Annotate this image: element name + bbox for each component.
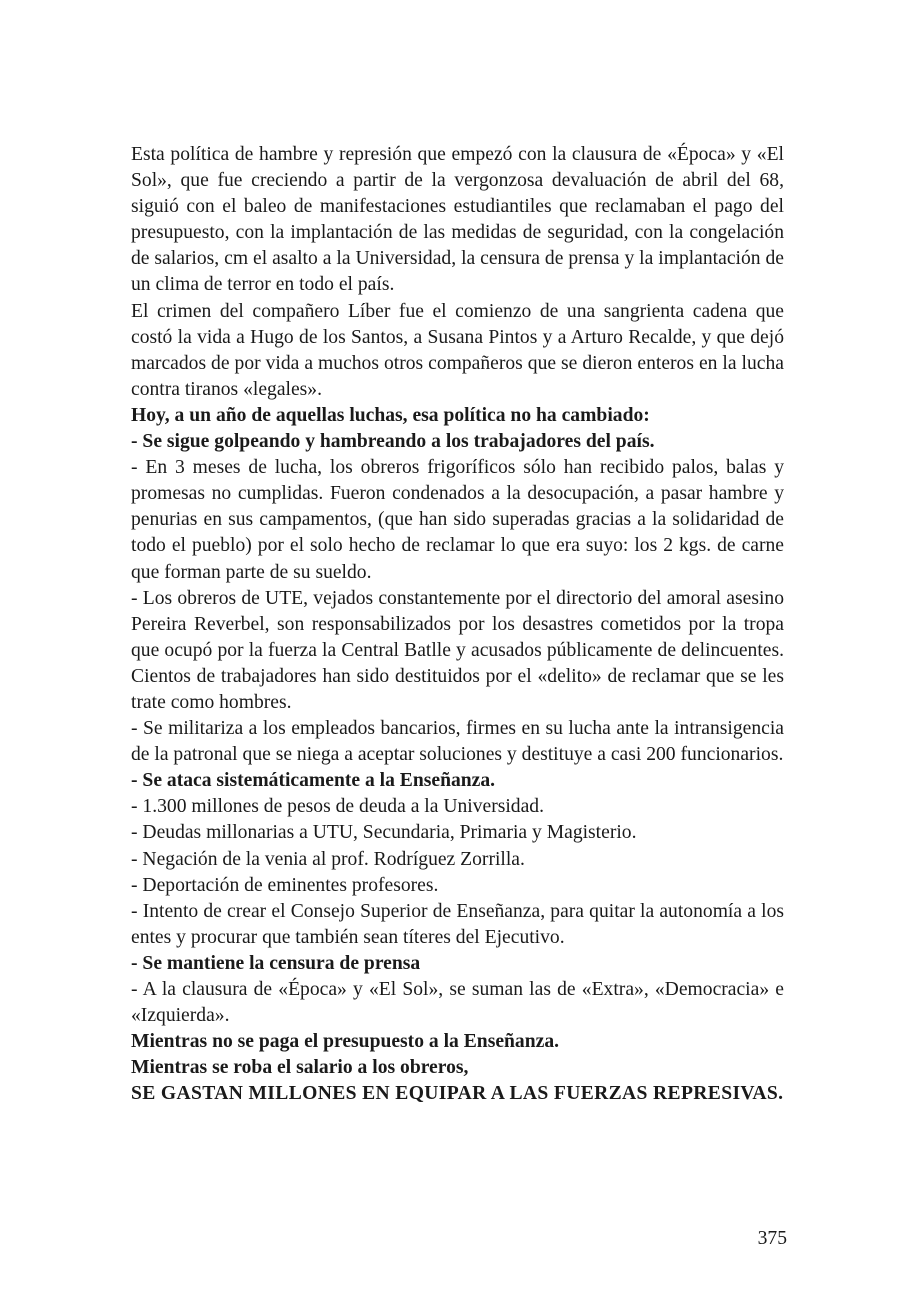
paragraph-frigorificos: - En 3 meses de lucha, los obreros frigoríficos sólo han recibido palos, balas y promesas no cumplidas. Fueron condenados a la desocupación, a pasar hambre y penurias en sus campamentos, (que han sido superadas gracias a la solidaridad de todo el pueblo) por el solo hecho de reclamar lo que era suyo: los 2 kgs. de carne que forman parte de su sueldo. <box>131 457 784 583</box>
closing-line-fuerzas-represivas: SE GASTAN MILLONES EN EQUIPAR A LAS FUERZAS REPRESIVAS. <box>131 1083 784 1105</box>
heading-hoy-un-ano: Hoy, a un año de aquellas luchas, esa política no ha cambiado: <box>131 404 650 426</box>
heading-trabajadores: - Se sigue golpeando y hambreando a los trabajadores del país. <box>131 431 655 453</box>
closing-line-salario: Mientras se roba el salario a los obreros, <box>131 1057 469 1079</box>
body-text <box>131 142 784 1107</box>
heading-censura: - Se mantiene la censura de prensa <box>131 952 421 974</box>
list-item-deuda-universidad: - 1.300 millones de pesos de deuda a la Universidad. <box>131 796 544 818</box>
paragraph-clausura: - A la clausura de «Época» y «El Sol», se suman las de «Extra», «Democracia» e «Izquierda». <box>131 979 784 1027</box>
list-item-venia: - Negación de la venia al prof. Rodríguez Zorrilla. <box>131 848 525 870</box>
list-item-deudas-utu: - Deudas millonarias a UTU, Secundaria, Primaria y Magisterio. <box>131 822 637 844</box>
closing-line-presupuesto: Mientras no se paga el presupuesto a la Enseñanza. <box>131 1031 560 1053</box>
paragraph-bancarios: - Se militariza a los empleados bancarios, firmes en su lucha ante la intransigencia de la patronal que se niega a aceptar soluciones y destituye a casi 200 funcionarios. <box>131 718 784 766</box>
heading-ensenanza: - Se ataca sistemáticamente a la Enseñanza. <box>131 770 496 792</box>
page-number: 375 <box>757 1228 787 1249</box>
list-item-consejo-superior: - Intento de crear el Consejo Superior de Enseñanza, para quitar la autonomía a los entes y procurar que también sean títeres del Ejecutivo. <box>131 900 784 948</box>
paragraph-ute: - Los obreros de UTE, vejados constantemente por el directorio del amoral asesino Pereira Reverbel, son responsabilizados por los desastres cometidos por la tropa que ocupó por la fuerza la Central Batlle y acusados públicamente de delincuentes. Cientos de trabajadores han sido destituidos por el «delito» de reclamar que se les trate como hombres. <box>131 587 784 713</box>
paragraph-crimen-liber: El crimen del compañero Líber fue el comienzo de una sangrienta cadena que costó la vida a Hugo de los Santos, a Susana Pintos y a Arturo Recalde, y que dejó marcados de por vida a muchos otros compañeros que se dieron enteros en la lucha contra tiranos «legales». <box>131 300 784 400</box>
paragraph-politica-hambre: Esta política de hambre y represión que empezó con la clausura de «Época» y «El Sol», que fue creciendo a partir de la vergonzosa devaluación de abril del 68, siguió con el baleo de manifestaciones estudiantiles que reclamaban el pago del presupuesto, con la implantación de las medidas de seguridad, con la congelación de salarios, cm el asalto a la Universidad, la censura de prensa y la implantación de un clima de terror en todo el país. <box>131 144 784 296</box>
list-item-deportacion: - Deportación de eminentes profesores. <box>131 874 439 896</box>
